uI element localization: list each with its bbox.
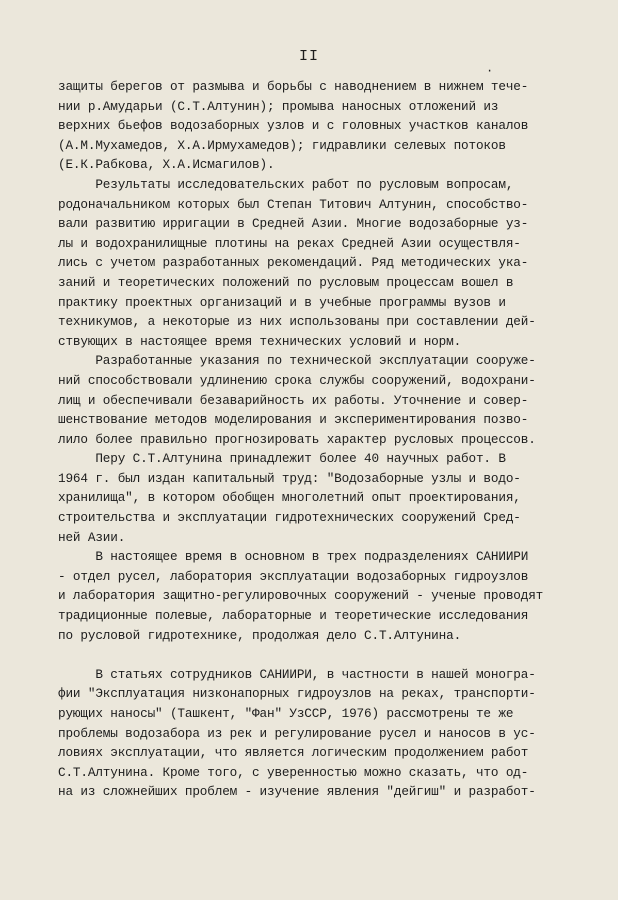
text-line: ний способствовали удлинению срока службы сооружений, водохрани- <box>58 372 536 388</box>
text-line: традиционные полевые, лабораторные и теоретические исследования <box>58 608 529 624</box>
text-line: ловиях эксплуатации, что является логическим продолжением работ <box>58 745 529 761</box>
paragraph <box>58 449 593 547</box>
text-line: лы и водохранилищные плотины на реках Средней Азии осуществля- <box>58 235 521 251</box>
text-line: строительства и эксплуатации гидротехнических сооружений Сред- <box>58 510 521 526</box>
text-line: фии "Эксплуатация низконапорных гидроузлов на реках, транспорти- <box>58 686 536 702</box>
text-line: родоначальником которых был Степан Титович Алтунин, способство- <box>58 196 529 212</box>
paragraph <box>58 547 593 645</box>
text-line: С.Т.Алтунина. Кроме того, с уверенностью можно сказать, что од- <box>58 764 529 780</box>
text-line: хранилища", в котором обобщен многолетний опыт проектирования, <box>58 490 521 506</box>
stray-mark: · <box>486 64 494 78</box>
text-line: лило более правильно прогнозировать характер русловых процессов. <box>58 431 536 447</box>
text-line: Перу С.Т.Алтунина принадлежит более 40 научных работ. В <box>58 451 506 467</box>
text-line: 1964 г. был издан капитальный труд: "Водозаборные узлы и водо- <box>58 470 521 486</box>
paragraph <box>58 77 593 175</box>
text-line: Результаты исследовательских работ по русловым вопросам, <box>58 176 514 192</box>
text-line: нии р.Амударьи (С.Т.Алтунин); промыва наносных отложений из <box>58 98 499 114</box>
body-text <box>58 77 593 802</box>
paragraph <box>58 175 593 351</box>
text-line: на из сложнейших проблем - изучение явления "дейгиш" и разработ- <box>58 784 536 800</box>
text-line: В настоящее время в основном в трех подразделениях САНИИРИ <box>58 549 529 565</box>
text-line: лищ и обеспечивали безаварийность их работы. Уточнение и совер- <box>58 392 529 408</box>
text-line: шенствование методов моделирования и экспериментирования позво- <box>58 412 529 428</box>
page-number: II <box>298 48 319 65</box>
text-line: техникумов, а некоторые из них использованы при составлении дей- <box>58 314 536 330</box>
text-line: верхних бьефов водозаборных узлов и с головных участков каналов <box>58 118 529 134</box>
paragraph <box>58 351 593 449</box>
text-line: В статьях сотрудников САНИИРИ, в частности в нашей моногра- <box>58 666 536 682</box>
text-line: заний и теоретических положений по русловым процессам вошел в <box>58 274 514 290</box>
text-line: Разработанные указания по технической эксплуатации сооруже- <box>58 353 536 369</box>
text-line: по русловой гидротехнике, продолжая дело С.Т.Алтунина. <box>58 627 462 643</box>
text-line: практику проектных организаций и в учебные программы вузов и <box>58 294 506 310</box>
text-line: проблемы водозабора из рек и регулирование русел и наносов в ус- <box>58 725 536 741</box>
text-line: и лаборатория защитно-регулировочных сооружений - ученые проводят <box>58 588 544 604</box>
text-line: - отдел русел, лаборатория эксплуатации водозаборных гидроузлов <box>58 568 529 584</box>
text-line: вали развитию ирригации в Средней Азии. Многие водозаборные уз- <box>58 216 529 232</box>
paragraph-gap <box>58 645 593 665</box>
text-line: (А.М.Мухамедов, Х.А.Ирмухамедов); гидравлики селевых потоков <box>58 137 506 153</box>
text-line: лись с учетом разработанных рекомендаций. Ряд методических ука- <box>58 255 529 271</box>
text-line: защиты берегов от размыва и борьбы с наводнением в нижнем тече- <box>58 79 529 94</box>
text-line: ней Азии. <box>58 529 126 545</box>
text-line: (Е.К.Рабкова, Х.А.Исмагилов). <box>58 157 275 173</box>
text-line: ствующих в настоящее время технических условий и норм. <box>58 333 462 349</box>
text-line: рующих наносы" (Ташкент, "Фан" УзССР, 1976) рассмотрены те же <box>58 706 514 721</box>
paragraph <box>58 665 593 802</box>
